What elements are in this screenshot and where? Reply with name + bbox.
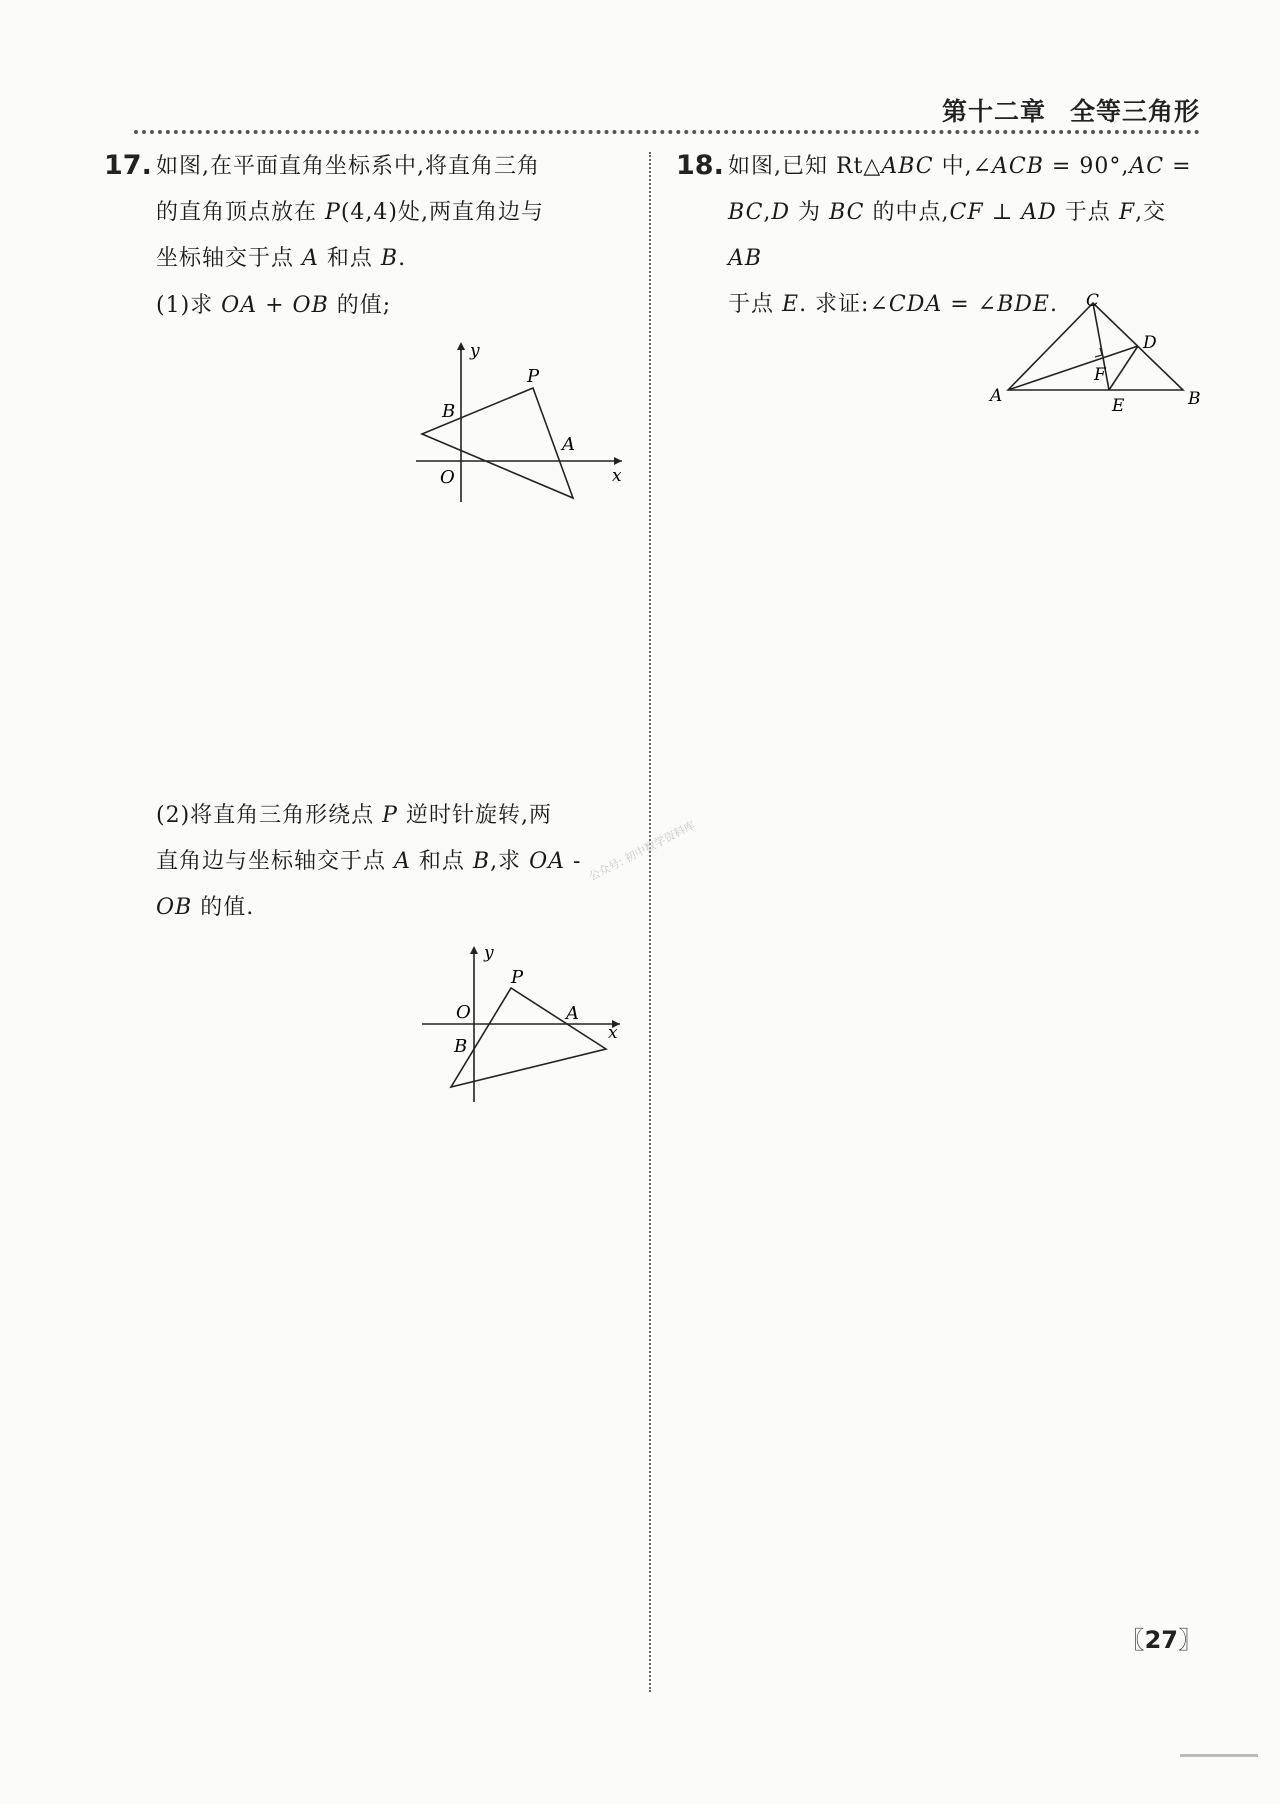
label-c: C	[1086, 291, 1100, 311]
label-p: P	[511, 967, 524, 988]
q17-part2: (2)将直角三角形绕点 P 逆时针旋转,两 直角边与坐标轴交于点 A 和点 B,求 OA - OB 的值.	[156, 803, 582, 920]
label-b: B	[454, 1036, 468, 1057]
label-x: x	[608, 1023, 618, 1043]
right-angle-mark	[1095, 348, 1102, 357]
segment-de	[1109, 346, 1138, 390]
chapter-header	[942, 92, 1200, 128]
column-divider	[649, 152, 651, 1692]
y-axis-arrow	[470, 946, 478, 954]
chapter-title: 全等三角形	[1069, 97, 1200, 126]
label-y: y	[484, 943, 494, 963]
x-axis-arrow	[614, 457, 622, 465]
label-f: F	[1094, 365, 1106, 385]
label-e: E	[1112, 396, 1125, 415]
chapter-number: 第十二章	[941, 97, 1046, 126]
q17-figure-2	[410, 935, 640, 1110]
watermark: 公众号: 初中数学资料库	[586, 818, 698, 884]
label-x: x	[612, 466, 622, 486]
q17-figure-1	[400, 330, 640, 510]
q18-number: 18.	[676, 150, 724, 181]
segment-ad	[1008, 346, 1138, 390]
page-number: 〖27〗	[1120, 1626, 1202, 1654]
label-o: O	[456, 1002, 471, 1023]
label-y: y	[470, 341, 480, 361]
q18-stem: 如图,已知 Rt△ABC 中,∠ACB = 90°,AC = BC,D 为 BC 的中点,CF ⊥ AD 于点 F,交 AB 于点 E. 求证:∠CDA = ∠BDE.	[728, 154, 1192, 317]
header-dotted-rule	[134, 130, 1200, 134]
label-o: O	[440, 467, 455, 488]
y-axis-arrow	[457, 342, 465, 350]
label-p: P	[527, 366, 540, 387]
q18-figure	[980, 285, 1210, 415]
label-a: A	[990, 386, 1003, 406]
bottom-edge-mark	[1180, 1732, 1258, 1757]
label-b: B	[442, 401, 456, 422]
label-d: D	[1143, 333, 1157, 353]
label-a: A	[562, 434, 575, 455]
label-a: A	[566, 1003, 579, 1024]
q17-number: 17.	[104, 150, 152, 181]
q17-stem: 如图,在平面直角坐标系中,将直角三角 的直角顶点放在 P(4,4)处,两直角边与 坐标轴交于点 A 和点 B.	[156, 154, 544, 271]
label-b: B	[1188, 389, 1201, 409]
q17-part1: (1)求 OA + OB 的值;	[156, 293, 392, 318]
